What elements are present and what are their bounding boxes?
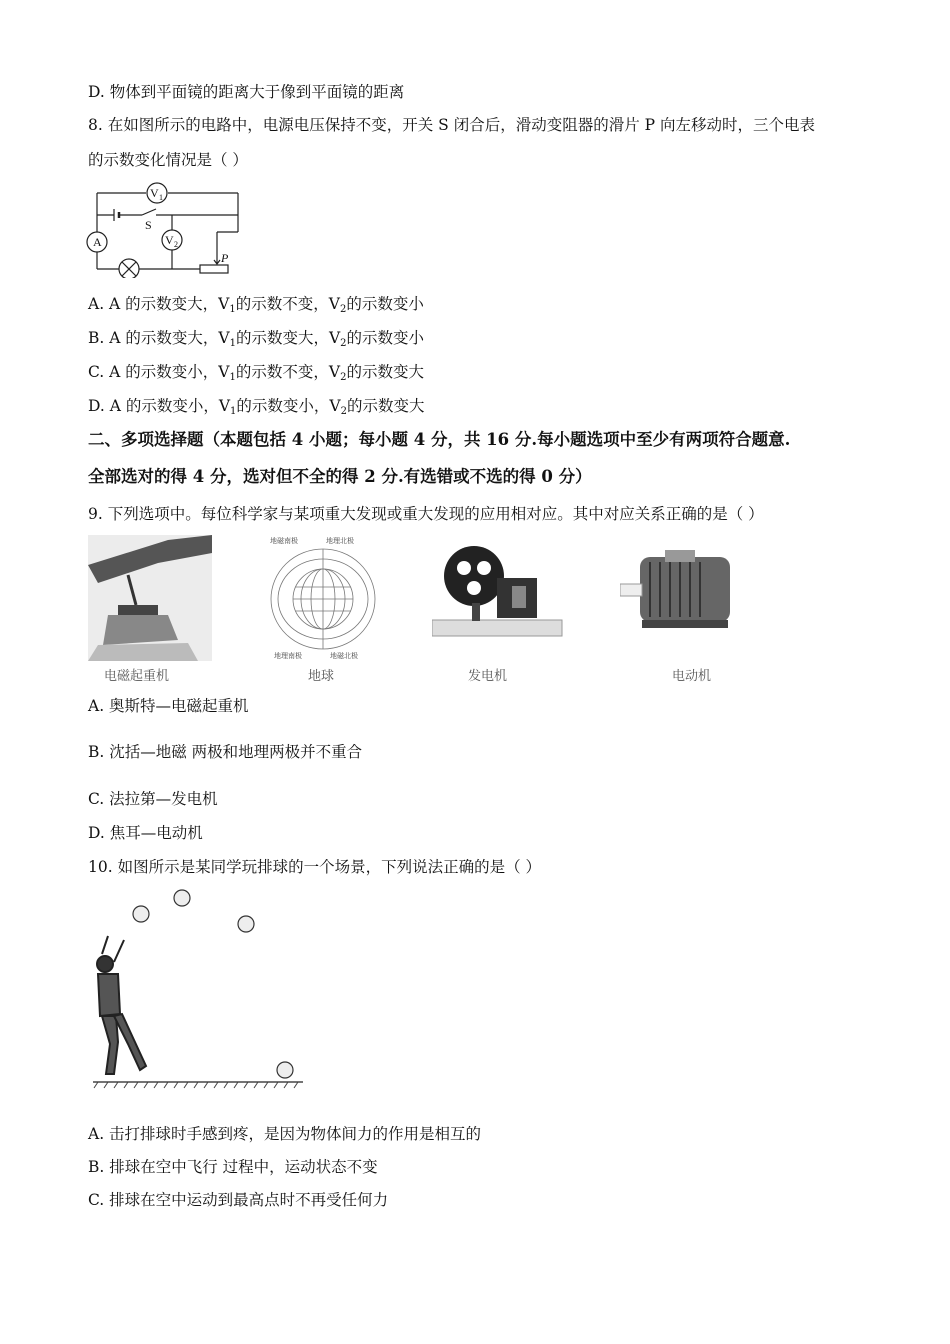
generator-photo bbox=[432, 538, 567, 648]
q8-option-a: A. A 的示数变大，$V_1$的示数不变，$V_2$的示数变小 bbox=[88, 295, 424, 315]
v1-label: V bbox=[150, 186, 159, 200]
section2-heading-line1: 二、多项选择题（本题包括 4 小题；每小题 4 分，共 16 分.每小题选项中至少有两项符合题意. bbox=[88, 430, 791, 449]
q10-option-b: B. 排球在空中飞行 过程中，运动状态不变 bbox=[88, 1158, 378, 1176]
q7-option-d: D. 物体到平面镜的距离大于像到平面镜的距离 bbox=[88, 83, 405, 101]
lamp-icon bbox=[119, 259, 139, 278]
q9-option-d: D. 焦耳—电动机 bbox=[88, 824, 203, 842]
q8-stem-line1: 8. 在如图所示的电路中，电源电压保持不变，开关 S 闭合后，滑动变阻器的滑片 P 向左移动时，三个电表 bbox=[88, 116, 815, 134]
s-label: S bbox=[145, 218, 152, 232]
q8-option-c: C. A 的示数变小，$V_1$的示数不变，$V_2$的示数变大 bbox=[88, 363, 424, 383]
caption-crane: 电磁起重机 bbox=[104, 669, 170, 684]
section2-heading-line2: 全部选对的得 4 分，选对但不全的得 2 分.有选错或不选的得 0 分） bbox=[88, 467, 592, 486]
q9-option-b: B. 沈括—地磁 两极和地理两极并不重合 bbox=[88, 743, 363, 761]
q9-stem: 9. 下列选项中。每位科学家与某项重大发现或重大发现的应用相对应。其中对应关系正确的是（ ） bbox=[88, 505, 764, 523]
caption-generator: 发电机 bbox=[468, 669, 508, 684]
caption-earth: 地球 bbox=[308, 669, 335, 684]
q8-stem-line2: 的示数变化情况是（ ） bbox=[88, 151, 248, 169]
crane-photo bbox=[88, 535, 212, 661]
p-label: P bbox=[221, 251, 229, 265]
volleyball-scene bbox=[88, 884, 308, 1090]
globe-label-4: 地磁北极 bbox=[330, 652, 358, 660]
q10-stem: 10. 如图所示是某同学玩排球的一个场景，下列说法正确的是（ ） bbox=[88, 858, 542, 876]
motor-photo bbox=[620, 542, 750, 642]
q9-option-a: A. 奥斯特—电磁起重机 bbox=[88, 697, 249, 715]
a-label: A bbox=[93, 235, 102, 249]
q9-option-c: C. 法拉第—发电机 bbox=[88, 790, 218, 808]
q8-option-d: D. A 的示数变小，$V_1$的示数变小，$V_2$的示数变大 bbox=[88, 397, 425, 417]
earth-magnetic-field bbox=[268, 533, 378, 661]
globe-label-2: 地理北极 bbox=[326, 537, 354, 545]
globe-label-3: 地理南极 bbox=[274, 652, 302, 660]
q8-option-b: B. A 的示数变大，$V_1$的示数变大，$V_2$的示数变小 bbox=[88, 329, 425, 349]
circuit-diagram bbox=[84, 180, 244, 278]
globe-label-1: 地磁南极 bbox=[270, 537, 298, 545]
v2-label-sub: 2 bbox=[174, 240, 178, 249]
q10-option-a: A. 击打排球时手感到疼，是因为物体间力的作用是相互的 bbox=[88, 1125, 482, 1143]
caption-motor: 电动机 bbox=[672, 669, 712, 684]
v1-label-sub: 1 bbox=[159, 193, 163, 202]
q10-option-c: C. 排球在空中运动到最高点时不再受任何力 bbox=[88, 1191, 389, 1209]
v2-label: V bbox=[165, 233, 174, 247]
